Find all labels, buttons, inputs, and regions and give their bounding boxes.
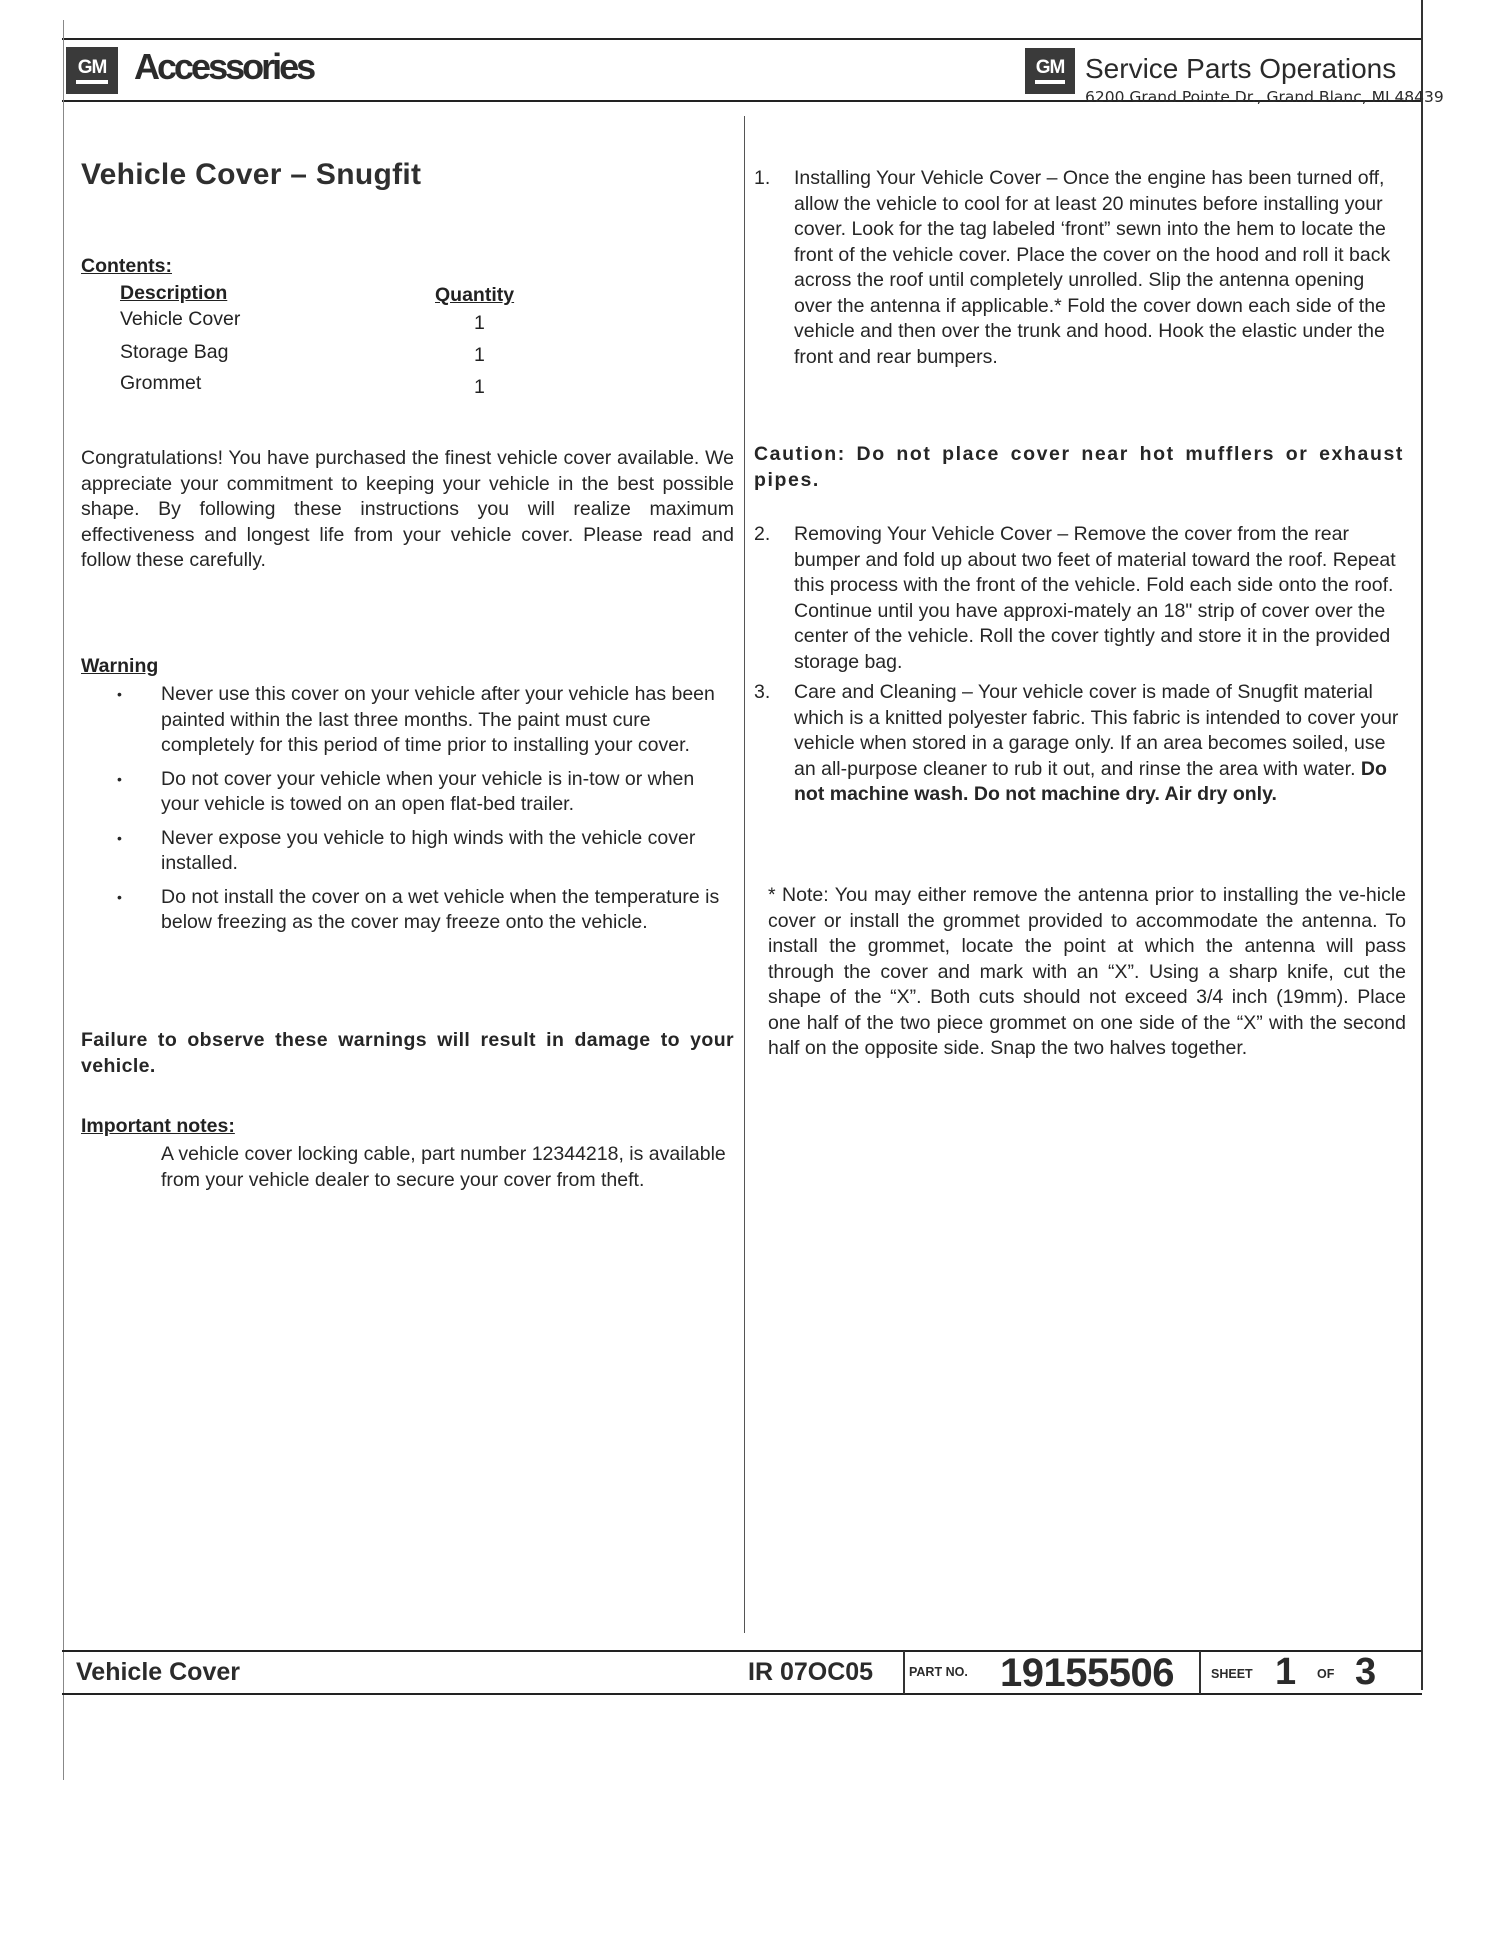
footer-doc-title: Vehicle Cover [76, 1658, 240, 1686]
contents-description: Storage Bag [120, 341, 229, 363]
warning-item: • Never expose you vehicle to high winds with the vehicle cover installed. [81, 826, 731, 877]
instructions-list [754, 166, 1404, 370]
contents-description: Grommet [120, 372, 202, 394]
contents-header-description: Description [120, 282, 228, 304]
contents-qty: 1 [474, 344, 485, 366]
step-warning-text: Do not machine wash. Do not machine dry. Air dry only. [794, 757, 1387, 805]
instruction-step-2 [754, 522, 1404, 675]
right-border [1421, 0, 1423, 1690]
footer-divider [903, 1651, 905, 1694]
gm-logo-bar [1035, 80, 1065, 84]
failure-notice: Failure to observe these warnings will result in damage to your vehicle. [81, 1029, 734, 1077]
instructions-list [754, 522, 1404, 808]
antenna-note: * Note: You may either remove the antenna prior to installing the ve-hicle cover or install the grommet provided to accommodate the antenna. To install the grommet, locate the point at which the antenna will pass through the cover and mark with an “X”. Using a sharp knife, cut the shape of the “X”. Both cuts should not exceed 3/4 inch (19mm). Place one half of the two piece grommet on one side of the “X” with the second half on the opposite side. Snap the two halves together. [768, 884, 1406, 1059]
footer-top-rule [62, 1650, 1422, 1652]
ir-code: IR 07OC05 [748, 1658, 874, 1686]
footer-divider [1199, 1651, 1201, 1694]
gm-logo-text: GM [77, 56, 107, 78]
column-divider [744, 116, 745, 1633]
page-title: Vehicle Cover – Snugfit [81, 158, 422, 191]
instruction-step-1 [754, 166, 1404, 370]
gm-logo-left [66, 47, 118, 94]
step-text: Removing Your Vehicle Cover – Remove the cover from the rear bumper and fold up about two feet of material toward the roof. Repeat this process with the front of the vehicle. Fold each side onto the roof. Continue until you have approxi-mately an 18" strip of cover over the center of the vehicle. Roll the cover tightly and store it in the provided storage bag. [794, 523, 1396, 673]
important-notes-label: Important notes: [81, 1115, 235, 1137]
instruction-step-3 [754, 680, 1404, 808]
warning-label: Warning [81, 655, 159, 677]
contents-row [120, 308, 240, 331]
step-number: 2. [754, 523, 771, 545]
service-title: Service Parts Operations [1085, 53, 1397, 84]
step-text: Installing Your Vehicle Cover – Once the engine has been turned off, allow the vehicle to cool for at least 20 minutes before installing your cover. Look for the tag labeled ‘front” sewn into the hem to locate the front of the vehicle cover. Place the cover on the hood and roll it back across the roof until completely unrolled. Slip the antenna opening over the antenna if applicable.* Fold the cover down each side of the vehicle and then over the trunk and hood. Hook the elastic under the front and rear bumpers. [794, 167, 1391, 368]
step-text: Care and Cleaning – Your vehicle cover is made of Snugfit material which is a knitted polyester fabric. This fabric is intended to cover your vehicle when stored in a garage only. If an area becomes soiled, use an all-purpose cleaner to rub it out, and rinse the area with water. [794, 681, 1399, 780]
brand-title: Accessories [134, 46, 314, 87]
left-border [63, 20, 64, 1780]
gm-logo-right [1025, 48, 1075, 94]
gm-logo-text: GM [1035, 57, 1065, 78]
contents-description: Vehicle Cover [120, 308, 241, 330]
part-number: 19155506 [1000, 1651, 1174, 1695]
warning-item: • Do not cover your vehicle when your vehicle is in-tow or when your vehicle is towed on an open flat-bed trailer. [81, 767, 731, 818]
contents-qty: 1 [474, 376, 485, 398]
warning-list [81, 682, 731, 944]
important-notes-text: A vehicle cover locking cable, part number 12344218, is available from your vehicle dealer to secure your cover from theft. [161, 1143, 726, 1191]
caution-notice: Caution: Do not place cover near hot mufflers or exhaust pipes. [754, 443, 1404, 491]
contents-qty: 1 [474, 312, 485, 334]
sheet-current: 1 [1275, 1651, 1297, 1693]
footer-bottom-rule [62, 1693, 1422, 1695]
step-number: 1. [754, 167, 771, 189]
intro-paragraph: Congratulations! You have purchased the finest vehicle cover available. We appreciate your commitment to keeping your vehicle in the best possible shape. By following these instructions you will realize maximum effectiveness and longest life from your vehicle cover. Please read and follow these carefully. [81, 447, 734, 571]
part-label: PART NO. [909, 1665, 968, 1679]
service-address: 6200 Grand Pointe Dr., Grand Blanc, MI 48439 [1085, 88, 1444, 106]
warning-item: • Do not install the cover on a wet vehicle when the temperature is below freezing as the cover may freeze onto the vehicle. [81, 885, 731, 936]
contents-label: Contents: [81, 255, 172, 277]
warning-item: • Never use this cover on your vehicle after your vehicle has been painted within the last three months. The paint must cure completely for this period of time prior to installing your cover. [81, 682, 731, 759]
gm-logo-bar [76, 80, 108, 84]
contents-row [120, 341, 228, 364]
contents-header-quantity: Quantity [435, 284, 515, 306]
sheet-label: SHEET [1211, 1667, 1253, 1681]
step-number: 3. [754, 681, 771, 703]
contents-row [120, 372, 201, 395]
of-label: OF [1317, 1667, 1335, 1681]
sheet-total: 3 [1355, 1651, 1377, 1693]
top-rule [62, 38, 1422, 40]
